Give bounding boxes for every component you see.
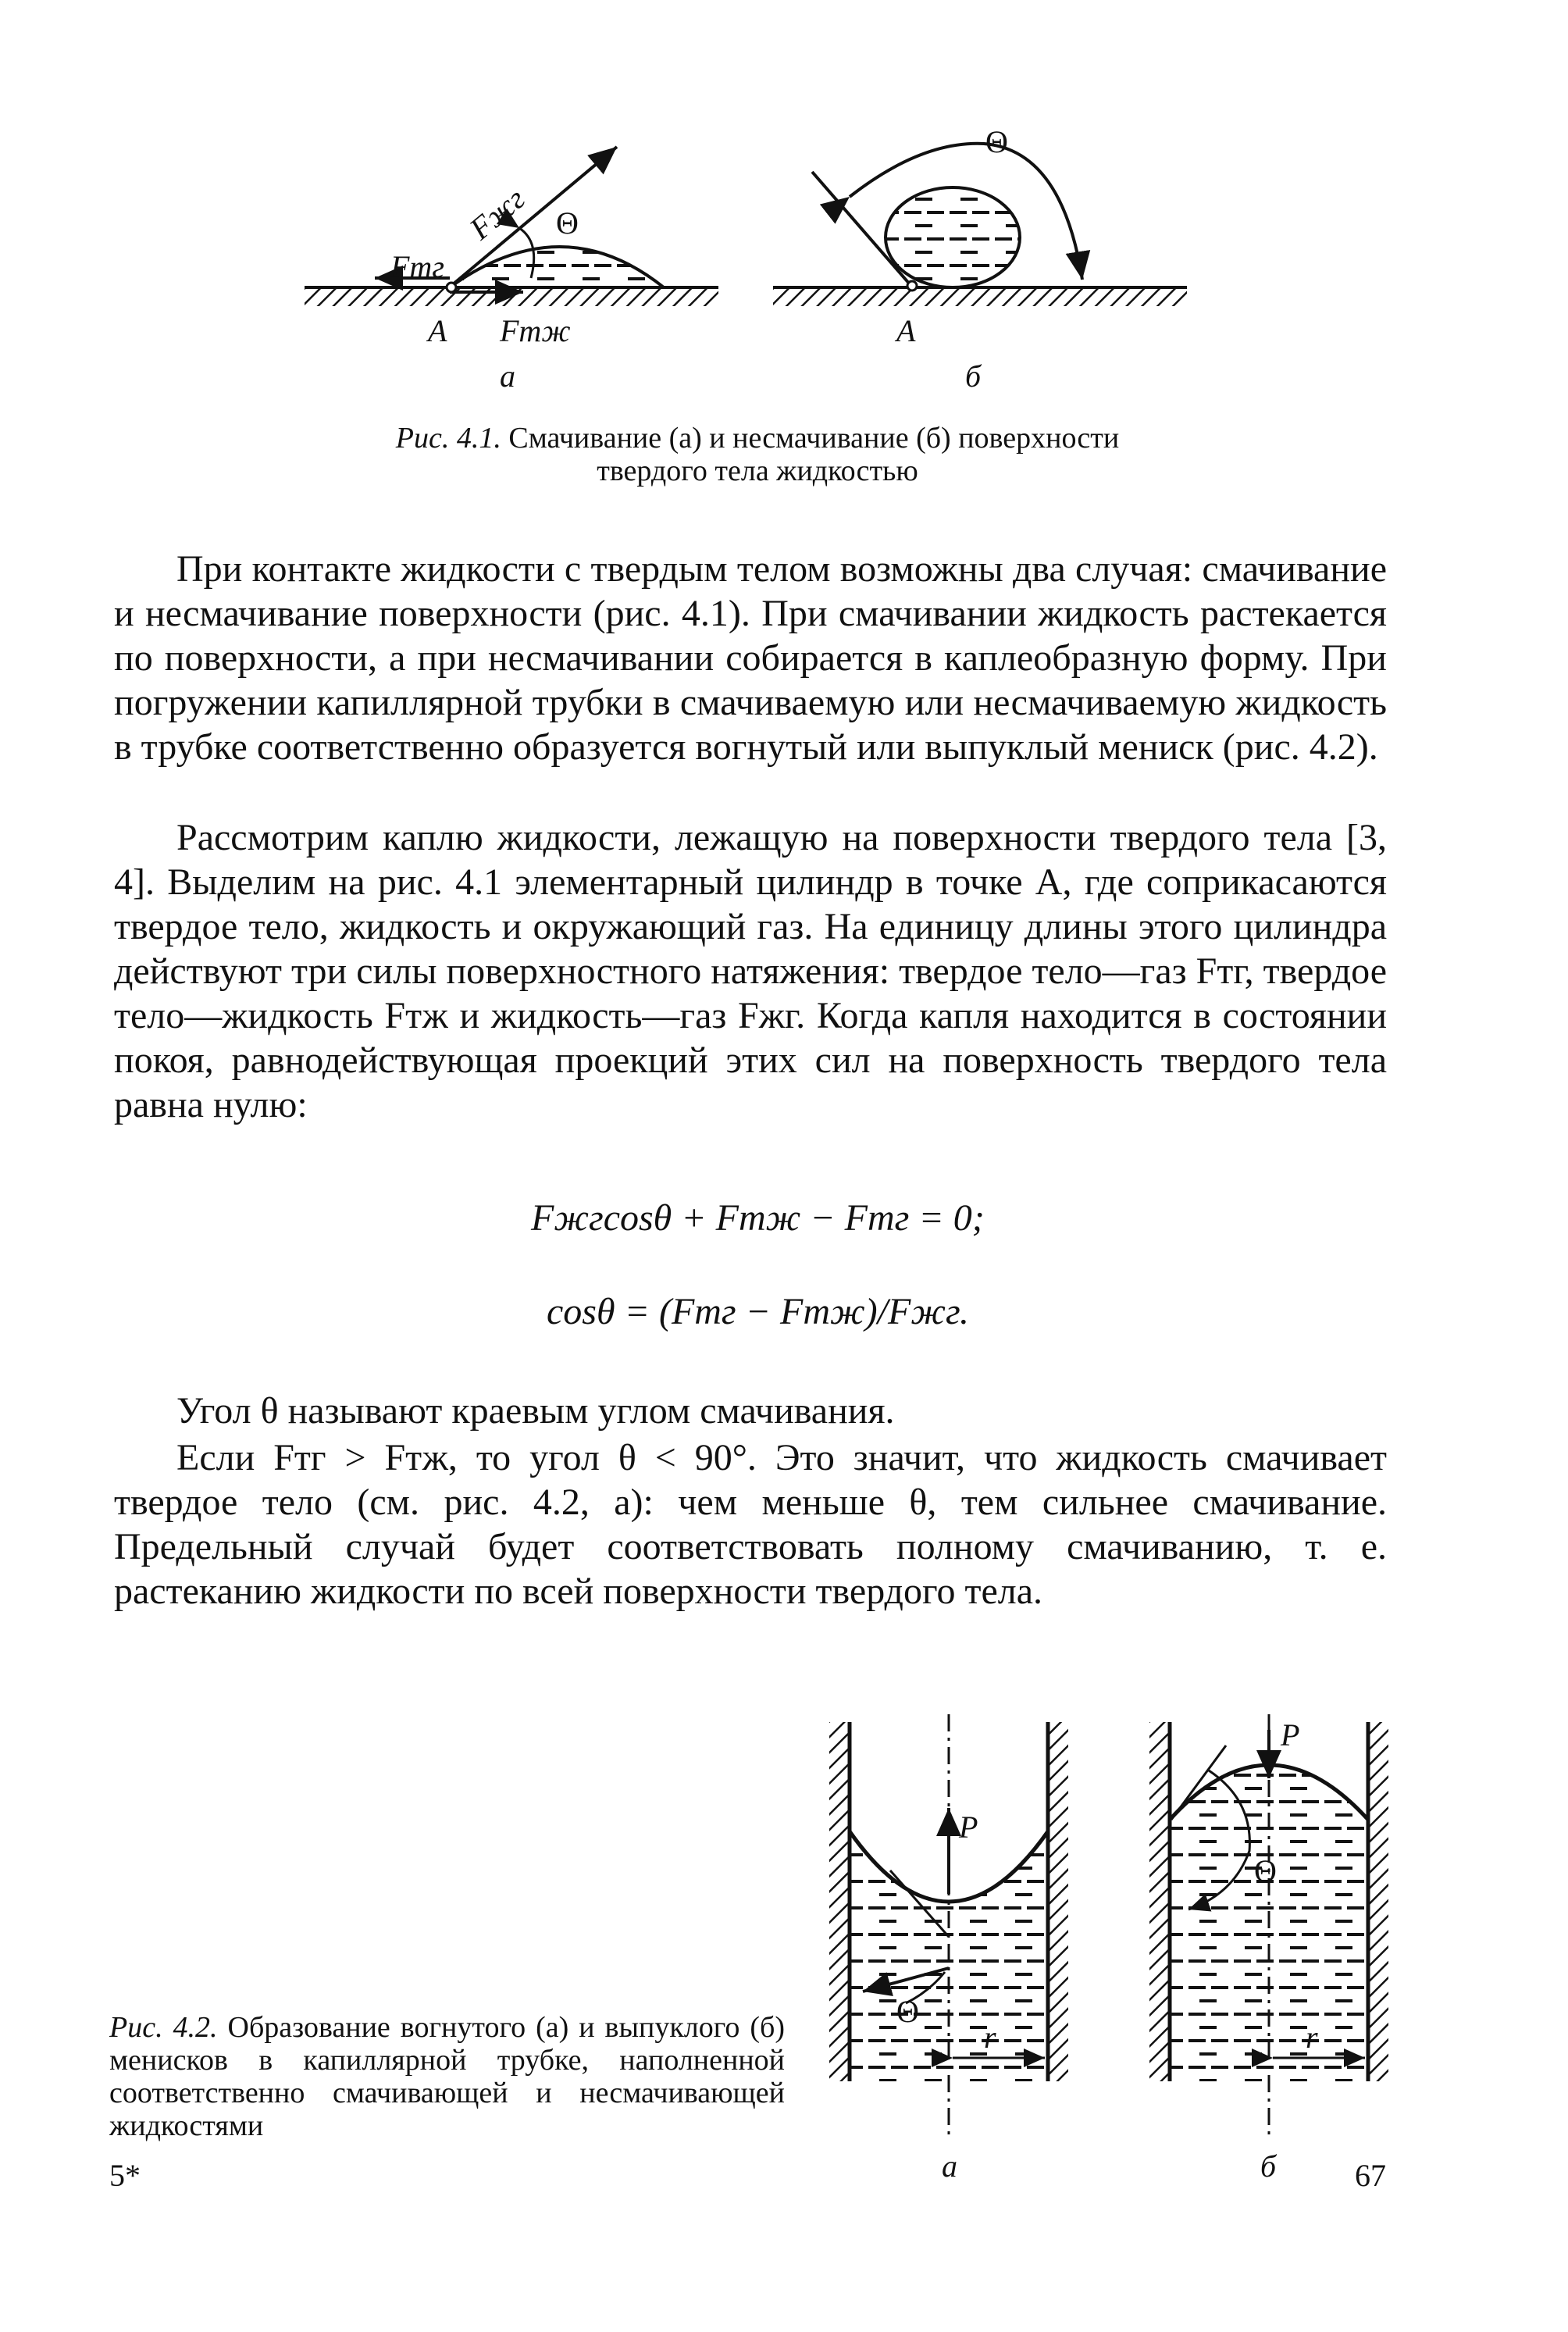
paragraph-3 [114, 1389, 1387, 1433]
paragraph-text: Если Fтг > Fтж, то угол θ < 90°. Это значит, что жидкость смачивает твердое тело (см. рис. 4.2, а): чем меньше θ, тем сильнее смачивание. Предельный случай будет соответствовать полному смачиванию, т. е. растеканию жидкости по всей поверхности твердого тела. [114, 1437, 1387, 1612]
figure-4-2-caption [109, 2011, 785, 2142]
pressure-label: P [1281, 1717, 1300, 1753]
convex-meniscus-tube [1140, 1714, 1398, 2144]
pressure-label: P [959, 1810, 978, 1845]
non-wetting-drop [886, 187, 1020, 287]
radius-label: r [984, 2020, 996, 2055]
theta-label: Θ [985, 124, 1008, 159]
force-gas-label: Fжг [462, 180, 532, 247]
force-tzh-label: Fтж [500, 313, 571, 348]
theta-label: Θ [896, 1994, 919, 2029]
subfigure-a-label: а [942, 2148, 957, 2184]
page-number: 67 [1355, 2158, 1386, 2193]
radius-label: r [1306, 2020, 1318, 2055]
theta-label: Θ [556, 205, 579, 241]
paragraph-text: При контакте жидкости с твердым телом возможны два случая: смачивание и несмачивание поверхности (рис. 4.1). При смачивании жидкость растекается по поверхности, а при несмачивании собирается в каплеобразную форму. При погружении капиллярной трубки в смачиваемую или несмачиваемую жидкость в трубке соответственно образуется вогнутый или выпуклый мениск (рис. 4.2). [114, 548, 1387, 768]
paragraph-4 [114, 1435, 1387, 1614]
paragraph-1 [114, 547, 1387, 769]
caption-text: Образование вогнутого (а) и выпуклого (б) менисков в капиллярной трубке, наполненной соответственно смачивающей и несмачивающей жидкостями [109, 2011, 786, 2142]
point-a-label: A [428, 313, 447, 348]
tube-wall-right [1048, 1722, 1068, 2081]
paragraph-text: Угол θ называют краевым углом смачивания. [176, 1390, 895, 1432]
contact-point [447, 283, 456, 292]
signature-mark: 5* [109, 2158, 141, 2193]
paragraph-2 [114, 815, 1387, 1127]
force-tg-label: Fтг [390, 249, 444, 284]
tube-wall-left [829, 1722, 850, 2081]
solid-surface-hatch [773, 287, 1187, 306]
figure-number: Рис. 4.1. [395, 422, 501, 455]
paragraph-text: Рассмотрим каплю жидкости, лежащую на поверхности твердого тела [3, 4]. Выделим на рис. 4.1 элементарный цилиндр в точке A, где соприкасаются твердое тело, жидкость и окружающий газ. На единицу длины этого цилиндра действуют три силы поверхностного натяжения: твердое тело—газ Fтг, твердое тело—жидкость Fтж и жидкость—газ Fжг. Когда капля находится в состоянии покоя, равнодействующая проекций этих сил на поверхность твердого тела равна нулю: [114, 817, 1387, 1125]
contact-point [907, 281, 917, 291]
solid-surface-hatch [305, 287, 718, 306]
subfigure-a-label: а [500, 358, 515, 394]
tube-wall-right [1368, 1722, 1388, 2081]
concave-meniscus-tube [820, 1714, 1078, 2144]
figure-number: Рис. 4.2. [109, 2011, 218, 2044]
formula-2: cosθ = (Fтг − Fтж)/Fжг. [547, 1291, 970, 1332]
formula-1: Fжгcosθ + Fтж − Fтг = 0; [531, 1197, 985, 1239]
caption-line-2: твердого тела жидкостью [597, 455, 918, 487]
caption-line-1: Смачивание (а) и несмачивание (б) поверхности [508, 422, 1120, 455]
point-a-label: A [896, 313, 916, 348]
subfigure-b-label: б [1260, 2148, 1277, 2184]
subfigure-b-label: б [965, 358, 982, 394]
tube-wall-left [1149, 1722, 1170, 2081]
theta-label: Θ [1254, 1853, 1277, 1888]
wetting-drop [450, 247, 664, 287]
non-wetting-drop-diagram [765, 125, 1203, 351]
figure-4-1-caption [297, 422, 1218, 487]
